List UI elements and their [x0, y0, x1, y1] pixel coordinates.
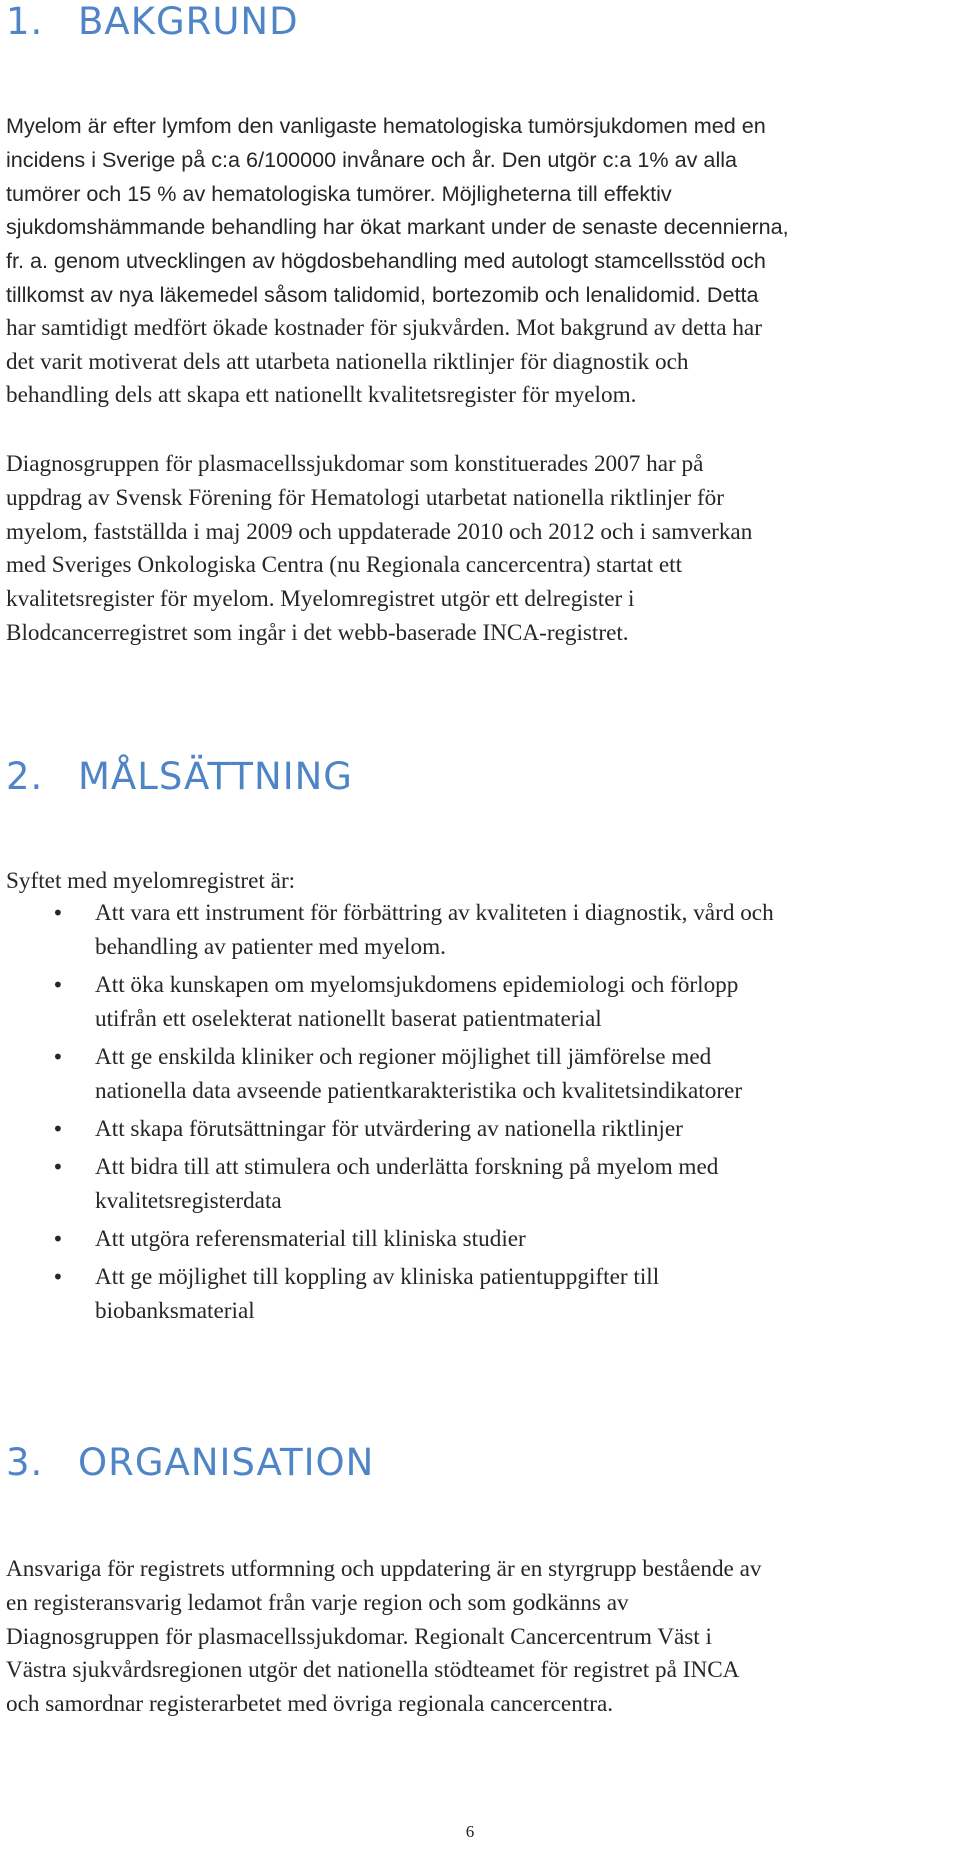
text-line: kvalitetsregister för myelom. Myelomregistret utgör ett delregister i [6, 586, 635, 613]
list-item-line: Att ge möjlighet till koppling av kliniska patientuppgifter till [95, 1264, 660, 1290]
section-heading-organisation [6, 1443, 374, 1483]
list-item-line: utifrån ett oselekterat nationellt baserat patientmaterial [95, 1006, 602, 1032]
section-title: BAKGRUND [78, 0, 299, 43]
text-line: Syftet med myelomregistret är: [6, 868, 296, 894]
text-line: Västra sjukvårdsregionen utgör det nationella stödteamet för registret på INCA [6, 1657, 740, 1684]
list-item [0, 1112, 960, 1146]
list-item-line: Att skapa förutsättningar för utvärdering av nationella riktlinjer [95, 1116, 683, 1142]
malsattning-intro [6, 865, 951, 899]
list-item-line: biobanksmaterial [95, 1298, 255, 1324]
bullet-icon: • [52, 1045, 64, 1069]
list-item-line: Att vara ett instrument för förbättring av kvaliteten i diagnostik, vård och [95, 900, 774, 926]
list-item-line: kvalitetsregisterdata [95, 1188, 282, 1214]
text-line: Diagnosgruppen för plasmacellssjukdomar. Regionalt Cancercentrum Väst i [6, 1623, 712, 1650]
bullet-icon: • [52, 1265, 64, 1289]
text-line: har samtidigt medfört ökade kostnader för sjukvården. Mot bakgrund av detta har [6, 314, 762, 341]
list-item-line: nationella data avseende patientkarakteristika och kvalitetsindikatorer [95, 1078, 743, 1104]
list-item-line: Att bidra till att stimulera och underlätta forskning på myelom med [95, 1154, 719, 1180]
list-item [0, 1222, 960, 1256]
text-line: Ansvariga för registrets utformning och uppdatering är en styrgrupp bestående av [6, 1556, 762, 1582]
list-item [0, 1150, 960, 1218]
bullet-icon: • [52, 1227, 64, 1251]
list-item [0, 896, 960, 964]
text-line: en registeransvarig ledamot från varje region och som godkänns av [6, 1589, 629, 1616]
text-line: med Sveriges Onkologiska Centra (nu Regionala cancercentra) startat ett [6, 552, 683, 579]
text-line: och samordnar registerarbetet med övriga regionala cancercentra. [6, 1691, 614, 1718]
bullet-icon: • [52, 1155, 64, 1179]
text-line: uppdrag av Svensk Förening för Hematologi utarbetat nationella riktlinjer för [6, 484, 724, 511]
list-item-line: Att ge enskilda kliniker och regioner möjlighet till jämförelse med [95, 1044, 712, 1070]
goals-list [0, 896, 960, 1332]
bakgrund-paragraph-2 [6, 448, 951, 651]
list-item [0, 1040, 960, 1108]
text-line: Myelom är efter lymfom den vanligaste hematologiska tumörsjukdomen med en [6, 113, 766, 138]
list-item-line: behandling av patienter med myelom. [95, 934, 446, 960]
text-line: tillkomst av nya läkemedel såsom talidomid, bortezomib och lenalidomid. Detta [6, 281, 759, 307]
page-number: 6 [465, 1822, 475, 1841]
text-line: sjukdomshämmande behandling har ökat markant under de senaste decennierna, [6, 214, 789, 240]
organisation-paragraph [6, 1553, 951, 1722]
section-number: 2. [6, 755, 44, 798]
section-title: ORGANISATION [78, 1441, 375, 1484]
bullet-icon: • [52, 973, 64, 997]
section-heading-malsattning [6, 757, 353, 797]
text-line: fr. a. genom utvecklingen av högdosbehandling med autologt stamcellsstöd och [6, 248, 766, 274]
list-item-line: Att öka kunskapen om myelomsjukdomens epidemiologi och förlopp [95, 972, 739, 998]
list-item [0, 968, 960, 1036]
bakgrund-paragraph-1 [6, 109, 951, 413]
section-number: 1. [6, 0, 44, 43]
bullet-icon: • [52, 901, 64, 925]
list-item [0, 1260, 960, 1328]
list-item-line: Att utgöra referensmaterial till kliniska studier [95, 1226, 526, 1252]
section-number: 3. [6, 1441, 44, 1484]
text-line: behandling dels att skapa ett nationellt kvalitetsregister för myelom. [6, 382, 637, 409]
text-line: det varit motiverat dels att utarbeta nationella riktlinjer för diagnostik och [6, 348, 689, 375]
section-title: MÅLSÄTTNING [78, 755, 353, 798]
text-line: tumörer och 15 % av hematologiska tumörer. Möjligheterna till effektiv [6, 180, 672, 206]
text-line: Blodcancerregistret som ingår i det webb-baserade INCA-registret. [6, 619, 629, 646]
text-line: myelom, fastställda i maj 2009 och uppdaterade 2010 och 2012 och i samverkan [6, 518, 753, 545]
text-line: incidens i Sverige på c:a 6/100000 invånare och år. Den utgör c:a 1% av alla [6, 146, 738, 172]
bullet-icon: • [52, 1117, 64, 1141]
section-heading-bakgrund [6, 2, 299, 42]
text-line: Diagnosgruppen för plasmacellssjukdomar som konstituerades 2007 har på [6, 451, 704, 477]
